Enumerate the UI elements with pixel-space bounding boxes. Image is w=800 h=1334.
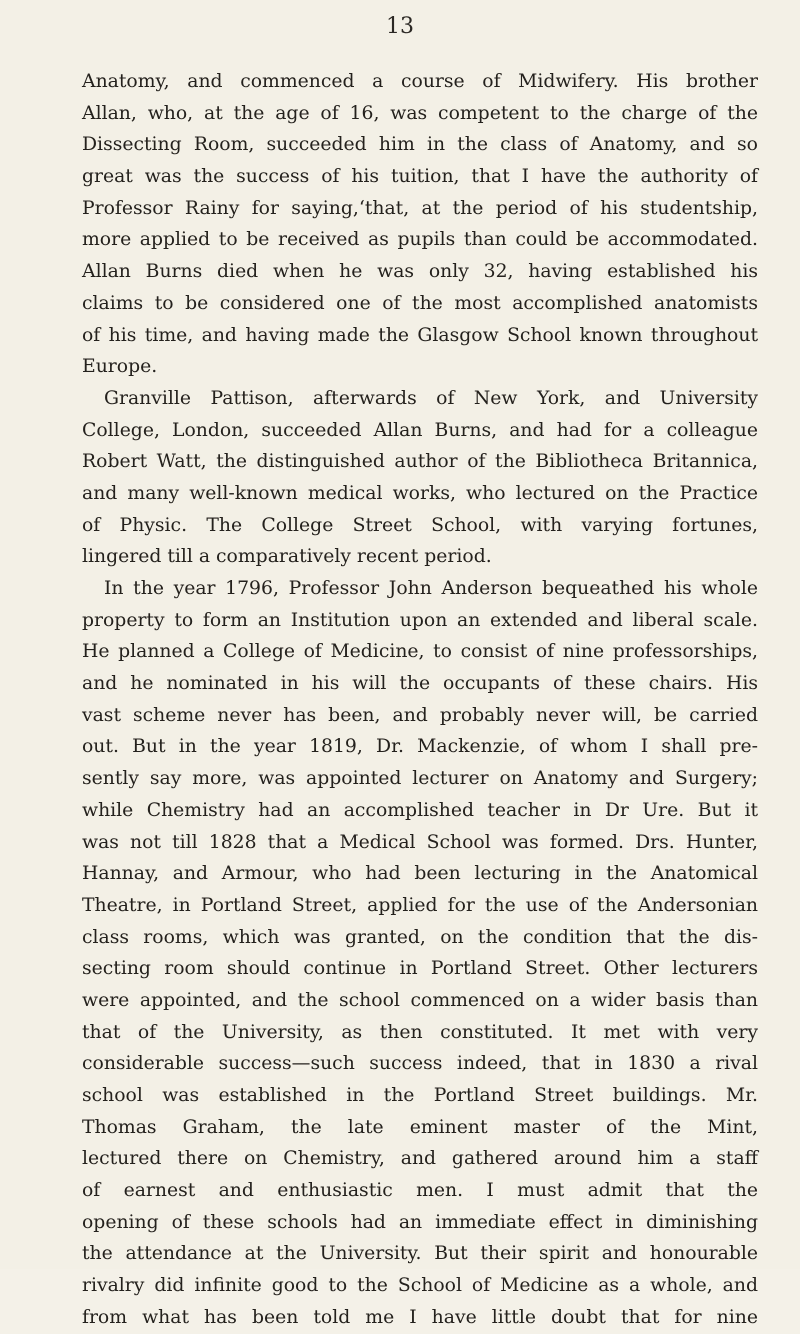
text-line: Thomas Graham, the late eminent master of the Mint,	[82, 1116, 758, 1138]
text-line: of earnest and enthusiastic men. I must admit that the	[82, 1180, 758, 1202]
page-number: 13	[386, 14, 414, 39]
text-line: from what has been told me I have little doubt that for nine	[82, 1306, 758, 1328]
text-line: of his time, and having made the Glasgow School known throughout	[82, 324, 758, 346]
text-line: school was established in the Portland Street buildings. Mr.	[82, 1085, 758, 1106]
text-line: more applied to be received as pupils than could be accommodated.	[82, 229, 758, 251]
text-line: sently say more, was appointed lecturer on Anatomy and Surgery;	[82, 768, 758, 790]
text-line: were appointed, and the school commenced on a wider basis than	[82, 989, 758, 1011]
text-line: great was the success of his tuition, that I have the authority of	[82, 166, 758, 188]
text-line: that of the University, as then constituted. It met with very	[82, 1021, 758, 1043]
text-line: Robert Watt, the distinguished author of the Bibliotheca Britannica,	[82, 451, 758, 473]
text-line: of Physic. The College Street School, with varying fortunes,	[82, 514, 758, 536]
text-line: Anatomy, and commenced a course of Midwifery. His brother	[82, 71, 758, 92]
body-text	[82, 66, 758, 1334]
text-line: In the year 1796, Professor John Anderson bequeathed his whole	[104, 578, 758, 599]
text-line: Granville Pattison, afterwards of New York, and University	[104, 387, 758, 409]
text-line: secting room should continue in Portland Street. Other lecturers	[82, 958, 758, 980]
text-line: the attendance at the University. But their spirit and honourable	[82, 1243, 758, 1265]
text-line: was not till 1828 that a Medical School was formed. Drs. Hunter,	[82, 831, 758, 853]
text-line: class rooms, which was granted, on the condition that the dis-	[82, 926, 758, 948]
text-line: lingered till a comparatively recent period.	[82, 546, 492, 568]
text-line: Hannay, and Armour, who had been lecturing in the Anatomical	[82, 863, 758, 885]
text-line: Allan, who, at the age of 16, was competent to the charge of the	[82, 102, 758, 124]
text-line: Allan Burns died when he was only 32, having established his	[82, 261, 758, 283]
text-line: Theatre, in Portland Street, applied for the use of the Andersonian	[82, 894, 758, 916]
text-line: and he nominated in his will the occupants of these chairs. His	[82, 673, 758, 695]
text-line: Professor Rainy for saying,‘that, at the period of his studentship,	[82, 197, 758, 219]
text-line: He planned a College of Medicine, to consist of nine professorships,	[82, 641, 758, 663]
text-line: and many well-known medical works, who lectured on the Practice	[82, 482, 758, 504]
text-line: out. But in the year 1819, Dr. Mackenzie, of whom I shall pre-	[82, 736, 758, 758]
text-line: claims to be considered one of the most accomplished anatomists	[82, 292, 758, 314]
text-line: College, London, succeeded Allan Burns, and had for a colleague	[82, 419, 758, 441]
text-line: Europe.	[82, 356, 158, 378]
text-line: lectured there on Chemistry, and gathered around him a staff	[82, 1148, 758, 1170]
text-line: while Chemistry had an accomplished teacher in Dr Ure. But it	[82, 799, 758, 821]
text-line: property to form an Institution upon an extended and liberal scale.	[82, 609, 758, 631]
text-line: vast scheme never has been, and probably never will, be carried	[82, 704, 758, 726]
text-line: opening of these schools had an immediate effect in diminishing	[82, 1211, 758, 1233]
text-line: rivalry did infinite good to the School of Medicine as a whole, and	[82, 1275, 758, 1297]
text-line: Dissecting Room, succeeded him in the class of Anatomy, and so	[82, 134, 758, 156]
text-line: considerable success—such success indeed, that in 1830 a rival	[82, 1053, 758, 1075]
